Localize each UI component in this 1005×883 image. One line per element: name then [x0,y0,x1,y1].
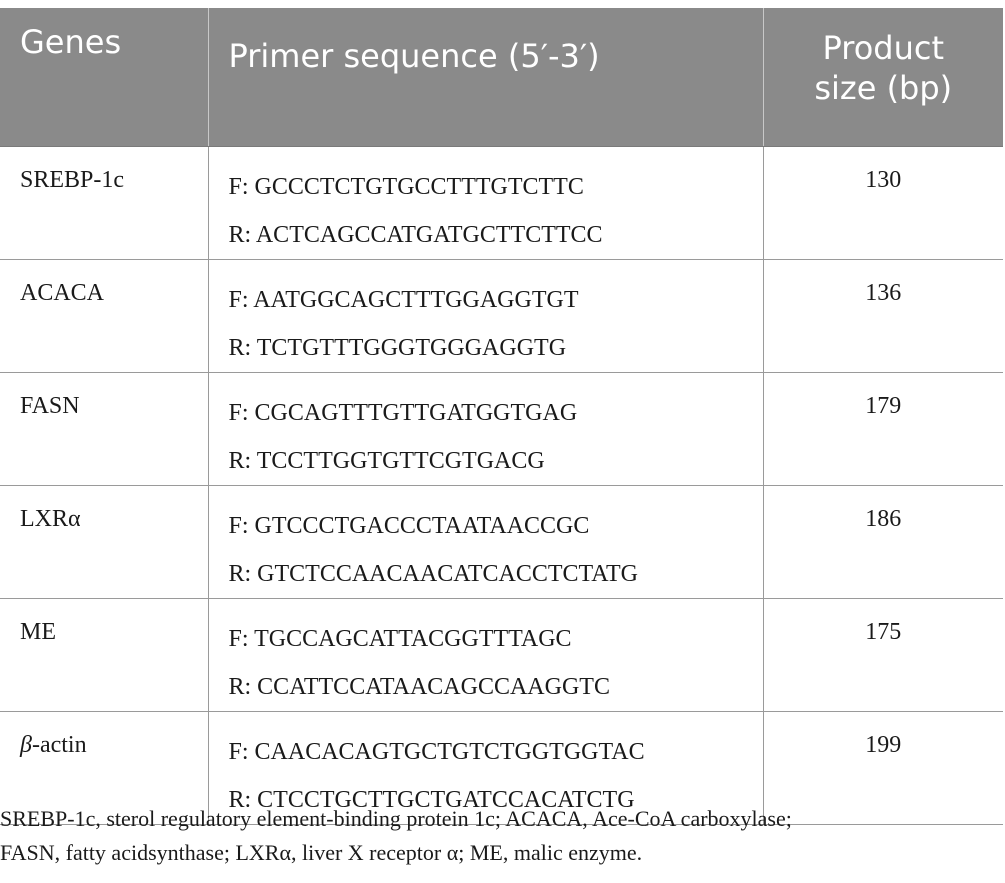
primer-sequence-cell [208,599,763,712]
gene-name-cell [0,373,208,486]
table-footnote [0,802,1003,870]
table-row [0,599,1003,712]
footnote-line-1: SREBP-1c, sterol regulatory element-binding protein 1c; ACACA, Ace-CoA carboxylase; [0,806,792,831]
gene-name: FASN [20,393,80,419]
table-row [0,486,1003,599]
gene-name: -actin [31,732,87,758]
reverse-primer: R: ACTCAGCCATGATGCTTCTTCC [228,222,603,248]
header-row [0,8,1003,147]
table-row [0,260,1003,373]
primer-sequence-cell [208,260,763,373]
primer-sequence-cell [208,486,763,599]
forward-primer: F: AATGGCAGCTTTGGAGGTGT [228,287,579,313]
forward-primer: F: CAACACAGTGCTGTCTGGTGGTAC [228,739,645,765]
gene-name: ACACA [20,280,105,306]
gene-name-prefix: β [20,732,32,758]
reverse-primer: R: TCCTTGGTGTTCGTGACG [228,448,545,474]
table-row [0,147,1003,260]
table-body [0,147,1003,825]
footnote-line-2: FASN, fatty acidsynthase; LXRα, liver X receptor α; ME, malic enzyme. [0,840,643,865]
header-product-size [763,8,1003,147]
product-size: 175 [763,599,1003,712]
reverse-primer: R: TCTGTTTGGGTGGGAGGTG [228,335,567,361]
gene-name: ME [20,619,56,645]
forward-primer: F: GCCCTCTGTGCCTTTGTCTTC [228,174,584,200]
product-size: 199 [763,712,1003,825]
reverse-primer: R: CCATTCCATAACAGCCAAGGTC [228,674,610,700]
gene-name-cell [0,486,208,599]
gene-name-cell [0,147,208,260]
table-row [0,373,1003,486]
header-product-size-line1: Product [822,29,944,67]
forward-primer: F: CGCAGTTTGTTGATGGTGAG [228,400,578,426]
product-size: 130 [763,147,1003,260]
gene-name: LXRα [20,506,81,532]
forward-primer: F: TGCCAGCATTACGGTTTAGC [228,626,572,652]
gene-name-cell [0,260,208,373]
primer-table [0,8,1003,825]
primer-sequence-cell [208,373,763,486]
header-genes: Genes [0,8,208,147]
gene-name: SREBP-1c [20,167,125,193]
gene-name-cell [0,599,208,712]
product-size: 179 [763,373,1003,486]
reverse-primer: R: CTCCTGCTTGCTGATCCACATCTG [228,787,635,813]
product-size: 186 [763,486,1003,599]
reverse-primer: R: GTCTCCAACAACATCACCTCTATG [228,561,638,587]
forward-primer: F: GTCCCTGACCCTAATAACCGC [228,513,590,539]
header-primer-sequence: Primer sequence (5′-3′) [208,8,763,147]
product-size: 136 [763,260,1003,373]
table-header [0,8,1003,147]
primer-sequence-cell [208,147,763,260]
header-product-size-line2: size (bp) [814,69,953,107]
